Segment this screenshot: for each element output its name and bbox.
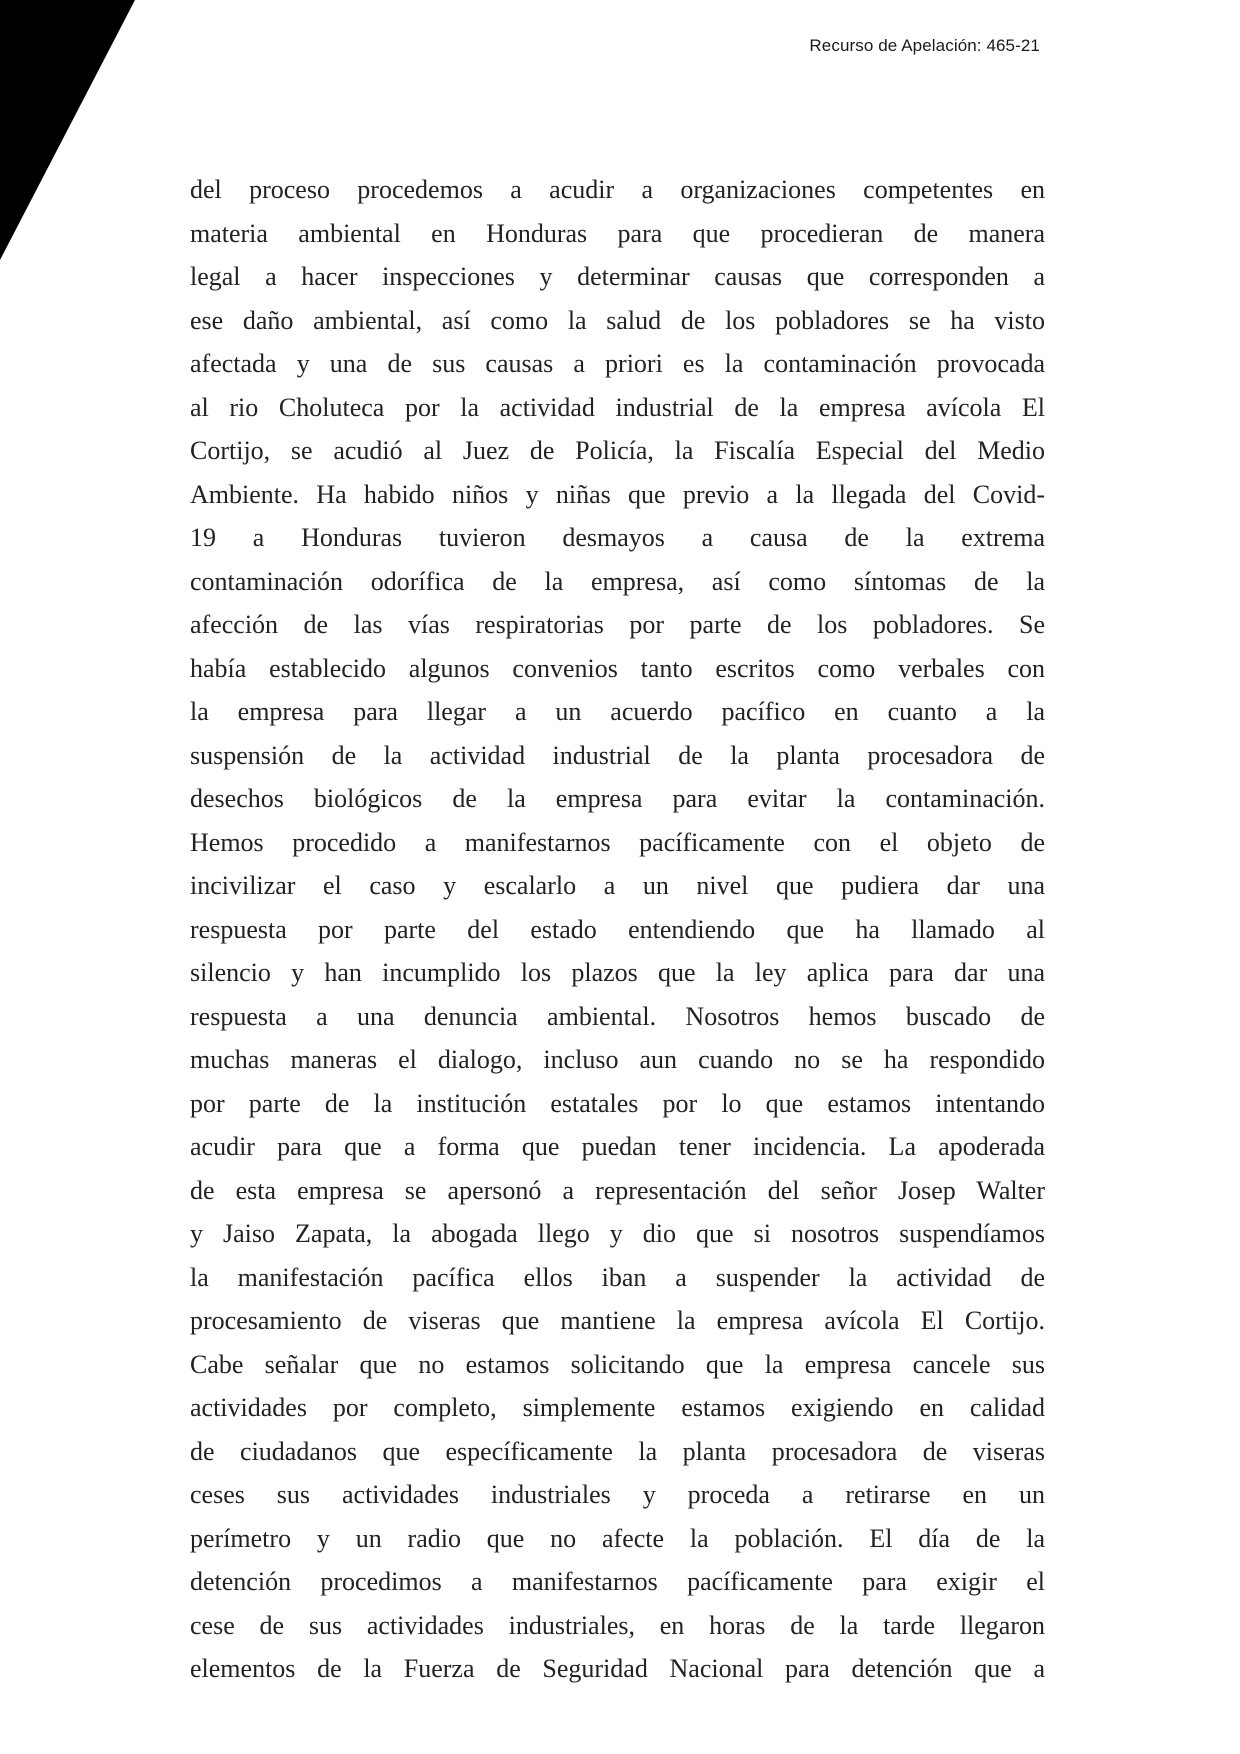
body-line: muchas maneras el dialogo, incluso aun cuando no se ha respondido <box>190 1045 1045 1074</box>
body-line: de esta empresa se apersonó a representación del señor Josep Walter <box>190 1175 1045 1205</box>
body-line: del proceso procedemos a acudir a organizaciones competentes en <box>190 175 1045 204</box>
document-body <box>190 168 1045 1691</box>
body-line: Cortijo, se acudió al Juez de Policía, la Fiscalía Especial del Medio <box>190 436 1045 465</box>
case-reference-header: Recurso de Apelación: 465-21 <box>809 36 1040 55</box>
body-line: la manifestación pacífica ellos iban a suspender la actividad de <box>190 1262 1045 1292</box>
body-line: respuesta a una denuncia ambiental. Nosotros hemos buscado de <box>190 1001 1045 1031</box>
body-line: Cabe señalar que no estamos solicitando que la empresa cancele sus <box>190 1349 1045 1379</box>
body-line: procesamiento de viseras que mantiene la empresa avícola El Cortijo. <box>190 1306 1045 1335</box>
body-line: al rio Choluteca por la actividad industrial de la empresa avícola El <box>190 392 1045 422</box>
body-line: ese daño ambiental, así como la salud de los pobladores se ha visto <box>190 305 1045 335</box>
body-line: respuesta por parte del estado entendiendo que ha llamado al <box>190 914 1045 944</box>
body-line: elementos de la Fuerza de Seguridad Nacional para detención que a <box>190 1654 1045 1683</box>
body-line: de ciudadanos que específicamente la planta procesadora de viseras <box>190 1436 1045 1466</box>
body-line: había establecido algunos convenios tanto escritos como verbales con <box>190 653 1045 683</box>
body-line: y Jaiso Zapata, la abogada llego y dio que si nosotros suspendíamos <box>190 1219 1045 1248</box>
body-line: silencio y han incumplido los plazos que la ley aplica para dar una <box>190 958 1045 987</box>
body-line: cese de sus actividades industriales, en horas de la tarde llegaron <box>190 1610 1045 1640</box>
body-line: 19 a Honduras tuvieron desmayos a causa de la extrema <box>190 523 1045 552</box>
body-line: materia ambiental en Honduras para que procedieran de manera <box>190 218 1045 248</box>
body-line: acudir para que a forma que puedan tener incidencia. La apoderada <box>190 1132 1045 1161</box>
body-line: detención procedimos a manifestarnos pacíficamente para exigir el <box>190 1567 1045 1596</box>
body-line: afección de las vías respiratorias por parte de los pobladores. Se <box>190 610 1045 639</box>
body-line: la empresa para llegar a un acuerdo pacífico en cuanto a la <box>190 697 1045 726</box>
body-line: perímetro y un radio que no afecte la población. El día de la <box>190 1523 1045 1553</box>
body-line: contaminación odorífica de la empresa, así como síntomas de la <box>190 566 1045 596</box>
body-line: Hemos procedido a manifestarnos pacíficamente con el objeto de <box>190 827 1045 857</box>
body-line: por parte de la institución estatales por lo que estamos intentando <box>190 1088 1045 1118</box>
body-line: actividades por completo, simplemente estamos exigiendo en calidad <box>190 1393 1045 1422</box>
body-line: ceses sus actividades industriales y proceda a retirarse en un <box>190 1480 1045 1509</box>
body-line: afectada y una de sus causas a priori es la contaminación provocada <box>190 349 1045 378</box>
body-line: Ambiente. Ha habido niños y niñas que previo a la llegada del Covid- <box>190 479 1045 509</box>
scan-edge-shadow <box>0 0 140 280</box>
body-line: desechos biológicos de la empresa para evitar la contaminación. <box>190 784 1045 813</box>
body-line: legal a hacer inspecciones y determinar causas que corresponden a <box>190 262 1045 291</box>
body-line: incivilizar el caso y escalarlo a un nivel que pudiera dar una <box>190 871 1045 900</box>
body-line: suspensión de la actividad industrial de la planta procesadora de <box>190 740 1045 770</box>
